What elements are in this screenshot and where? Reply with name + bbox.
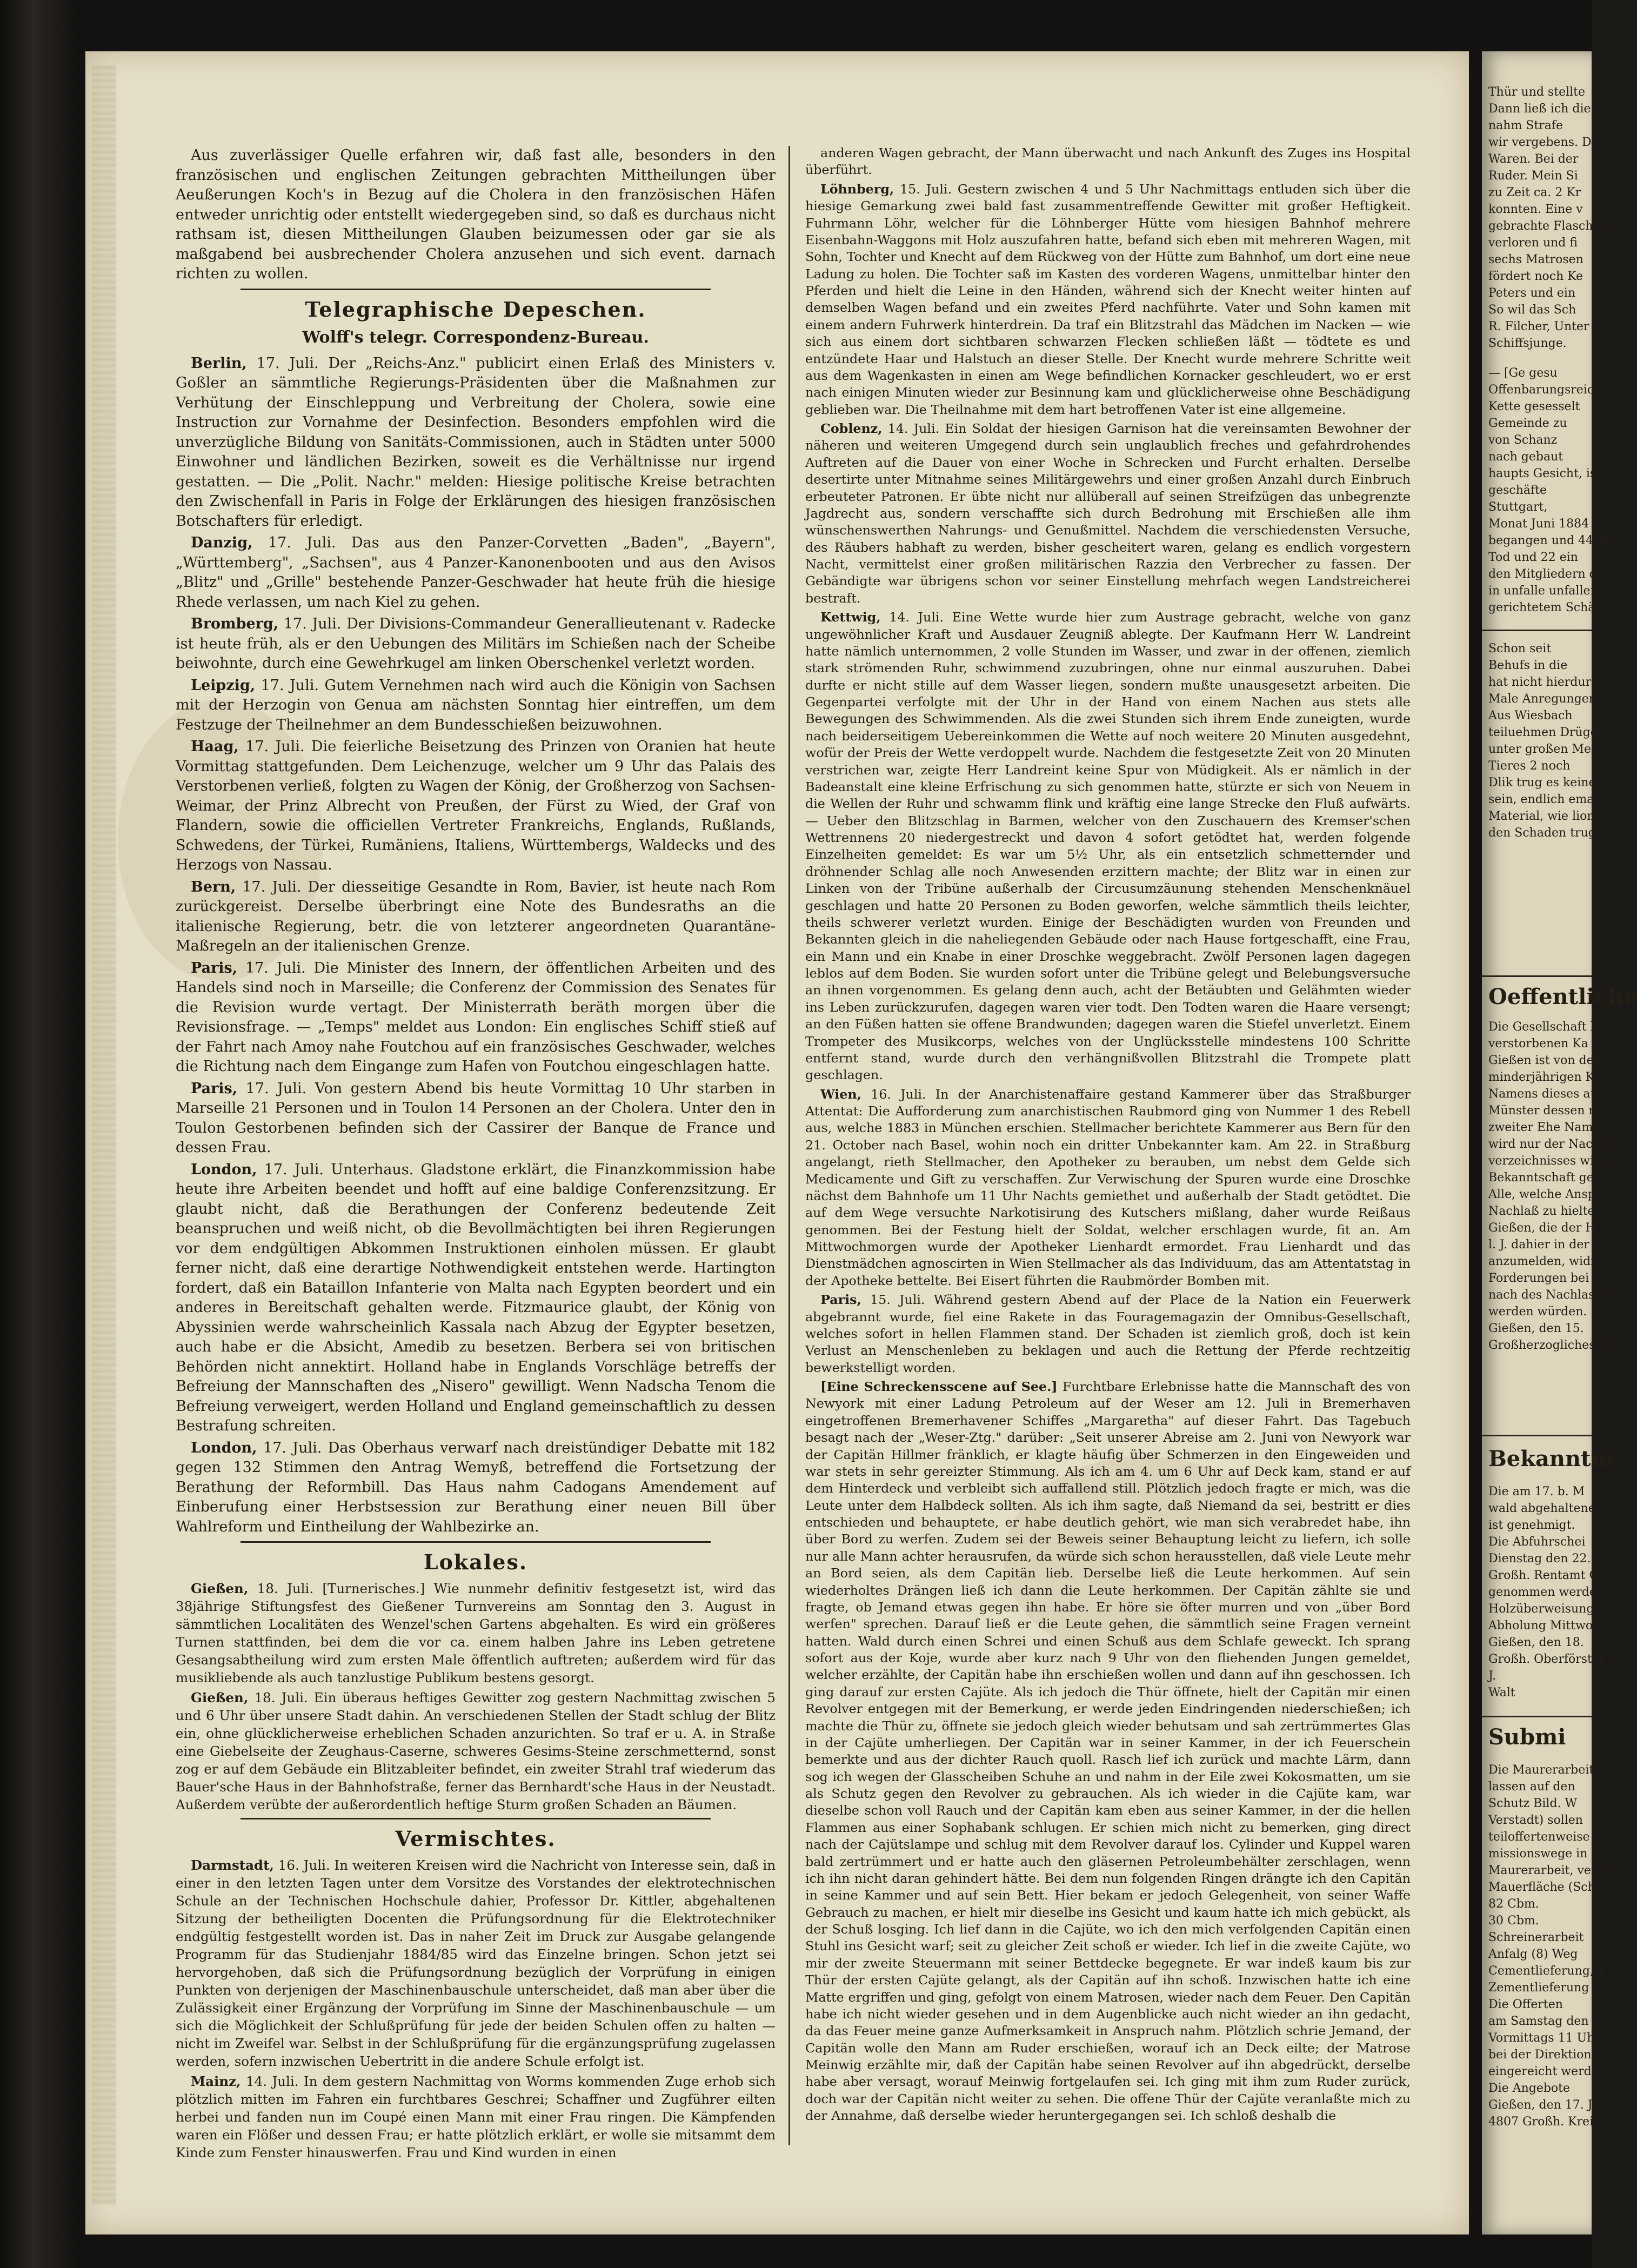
dateline: London, xyxy=(191,1439,257,1456)
adjacent-line: haupts Gesicht, ist xyxy=(1488,467,1601,480)
article-paragraph xyxy=(805,1292,1411,1376)
adjacent-line: Male Anregungen xyxy=(1488,692,1596,706)
adjacent-line: nach des Nachlasses xyxy=(1488,1288,1614,1302)
adjacent-line: Gießen, den 17. Juli xyxy=(1488,2098,1608,2112)
article-paragraph xyxy=(176,354,776,532)
adjacent-line: Cementlieferung, 4 xyxy=(1488,1964,1605,1978)
dateline: Paris, xyxy=(191,959,238,976)
adjacent-line: Peters und ein xyxy=(1488,286,1576,300)
adjacent-line: — [Ge gesu xyxy=(1488,366,1558,380)
adjacent-line: verzeichnisses wird xyxy=(1488,1154,1607,1168)
article-paragraph xyxy=(176,1580,776,1687)
adjacent-line: Gießen ist von den xyxy=(1488,1054,1601,1067)
article-paragraph xyxy=(805,181,1411,418)
adjacent-line: anzumelden, widrig xyxy=(1488,1255,1608,1268)
adjacent-line: Gießen, die der H xyxy=(1488,1221,1596,1235)
adjacent-line: Tieres 2 noch xyxy=(1488,759,1571,773)
article-text: 18. Juli. [Turnerisches.] Wie nunmehr definitiv festgesetzt ist, wird das 38jährige Stiftungsfest des Gießener Turnvereins am Sonntag den 3. August in sämmtlichen Localitäten des Wenzel'schen Gartens abgehalten. Es wird ein größeres Turnen stattfinden, bei dem die vor ca. einem halben Jahre ins Leben getretene Gesangsabtheilung wird zum ersten Male öffentlich auftreten; außerdem wird für das musikliebende als auch tanzlustige Publikum bestens gesorgt. xyxy=(176,1581,776,1685)
adjacent-rule xyxy=(1482,630,1592,631)
dateline: Coblenz, xyxy=(820,421,883,436)
article-paragraph xyxy=(805,1086,1411,1290)
adjacent-line: Gemeinde zu xyxy=(1488,417,1567,430)
adjacent-line: verloren und fi xyxy=(1488,236,1578,250)
adjacent-line: 30 Cbm. xyxy=(1488,1914,1539,1928)
adjacent-line: Holzüberweisung xyxy=(1488,1602,1594,1616)
adjacent-line: Die Angebote xyxy=(1488,2082,1571,2095)
misc-heading: Vermischtes. xyxy=(395,1827,556,1851)
adjacent-line: Schon seit xyxy=(1488,642,1552,655)
adjacent-line: Münster dessen nur xyxy=(1488,1104,1610,1118)
adjacent-line: Forderungen bei xyxy=(1488,1272,1589,1285)
dateline: Wien, xyxy=(820,1086,861,1102)
telegrams-subheading: Wolff's telegr. Correspondenz-Bureau. xyxy=(302,327,649,347)
local-list xyxy=(176,1580,776,1814)
article-text: Furchtbare Erlebnisse hatte die Mannschaft des von Newyork mit einer Ladung Petroleum auf der Weser am 12. Juli in Bremerhaven eingetroffenen Bremerhavener Schiffes „Margaretha" auf dieser Fahrt. Das Tagebuch besagt nach der „Weser-Ztg." darüber: „Seit unserer Abreise am 2. Juni von Newyork war der Capitän Hillmer fränklich, er klagte häufig über Schmerzen in den Eingeweiden und war stets in sehr gereizter Stimmung. Als ich am 4. um 6 Uhr auf Deck kam, stand er auf dem Hinterdeck und verbleibt sich auffallend still. Plötzlich jedoch fragte er mich, was die Leute unter dem Halbdeck sollten. Als ich ihm sagte, daß Niemand da sei, bestritt er dies entschieden und behauptete, er habe deutlich gehört, wie man sich verabredet habe, ihn über Bord zu werfen. Zudem sei der Beweis seiner Behauptung leicht zu liefern, ich solle nur alle Mann achter herausrufen, da würde sich schon herausstellen, daß viele Leute mehr an Bord seien, als dem Capitän lieb. Derselbe ließ die Leute herkommen. Auf sein wiederholtes Drängen ließ ich dann die Leute herkommen. Der Capitän zählte sie und fragte, ob Jemand etwas gegen ihn habe. Er höre sie öfter murren und von „über Bord werfen" sprechen. Darauf ließ er die Leute gehen, die sämmtlich seine Fragen verneint hatten. Wald durch einen Schrei und einen Schuß aus dem Schlafe geweckt. Ich sprang sofort aus der Koje, wurde aber kurz nach 9 Uhr von den fliehenden Jungen gemeldet, welcher erzählte, der Capitän habe ihn erschießen wollen und dann auf ihn geschossen. Ich ging darauf zur ersten Cajüte. Als ich jedoch die Thür öffnete, hielt der Capitän mir einen Revolver entgegen mit der Bemerkung, er werde jeden Eindringenden niederschießen; ich machte die Thür zu, öffnete sie jedoch gleich wieder behutsam und sah zertrümmertes Glas in der Cajüte umherliegen. Der Capitän war in seiner Kammer, in der ich Feuerschein bemerkte und aus der dichter Rauch quoll. Rasch lief ich zurück und machte Lärm, dann sog ich wegen der Glasscheiben Schuhe an und nahm in der Eile zwei Kokosmatten, um sie als Schutz gegen den Revolver zu gebrauchen. Als ich wieder in die Cajüte kam, war dieselbe schon voll Rauch und der Capitän kam eben aus seiner Kammer, in der die hellen Flammen aus einer Sophabank schlugen. Er schien mich nicht zu bemerken, ging direct nach der Cajütslampe und schlug mit dem Revolver darauf los. Cylinder und Kuppel waren bald zertrümmert und er hatte auch den gläsernen Petroleumbehälter zerschlagen, wenn ich ihn nicht daran gehindert hätte. Bei dem nun folgenden Ringen drängte ich den Capitän in seine Kammer und auf sein Bett. Hier bekam er jedoch Gelegenheit, von seiner Waffe Gebrauch zu machen, er hielt mir dieselbe ins Gesicht und kaum hatte ich mich gebückt, als der Schuß losging. Ich lief dann in die Cajüte, wo ich den mich verfolgenden Capitän einen Stuhl ins Gesicht warf; seit zu gleicher Zeit schoß er wieder. Ich lief in die zweite Cajüte, wo mir der zweite Steuermann mit seiner Bettdecke begegnete. Er war indeß kaum bis zur Thür der ersten Cajüte gelangt, als der Capitän auf ihn schoß. Inzwischen hatte ich eine Matte ergriffen und ging, gefolgt von einem Matrosen, wieder nach dem Feuer. Den Capitän habe ich nicht wieder gesehen und in dem Augenblicke auch nicht wieder an ihn gedacht, da das Feuer meine ganze Aufmerksamkeit in Anspruch nahm. Plötzlich schrie Jemand, der Capitän wolle den Mann am Ruder erschießen, worauf ich an Deck eilte; der Matrose Meinwig erzählte mir, daß der Capitän habe seinen Revolver auf ihn abgedrückt, derselbe habe aber versagt, worauf Meinwig fortgelaufen sei. Ich ging mit ihm zum Ruder zurück, doch war der Capitän nicht weiter zu sehen. Die offene Thür der Cajüte veranlaßte mich zu der Annahme, daß derselbe wieder heruntergegangen sei. Ich schloß deshalb die xyxy=(805,1379,1411,2124)
adjacent-line: werden würden. xyxy=(1488,1305,1587,1319)
adjacent-heading-1: Oeffentliche xyxy=(1488,984,1637,1009)
adjacent-line: minderjährigen K xyxy=(1488,1071,1595,1084)
adjacent-line: den Mitgliedern der xyxy=(1488,567,1610,581)
article-text: 17. Juli. Der „Reichs-Anz." publicirt einen Erlaß des Ministers v. Goßler an sämmtliche Regierungs-Präsidenten über die Maßnahmen zur Verhütung der Einschleppung und Verbreitung der Cholera, sowie eine Instruction zur Vornahme der Desinfection. Besonders empfohlen wird die unverzügliche Bildung von Sanitäts-Commissionen, auch in Städten unter 5000 Einwohner und ländlichen Bezirken, soweit es die Verhältnisse nur irgend gestatten. — Die „Polit. Nachr." melden: Hiesige politische Kreise betrachten den Zwischenfall in Paris in Folge der Erklärungen des hiesigen französischen Botschafters für erledigt. xyxy=(176,354,776,530)
article-paragraph xyxy=(805,420,1411,607)
adjacent-line: Offenbarungsreich xyxy=(1488,383,1602,397)
article-text: 17. Juli. Das Oberhaus verwarf nach dreistündiger Debatte mit 182 gegen 132 Stimmen den Antrag Wemyß, betreffend die Fortsetzung der Berathung der Reformbill. Das Haus nahm Cadogans Amendement auf Einberufung einer Herbstsession zur Berathung einer neuen Bill über Wahlreform und Eintheilung der Wahlbezirke an. xyxy=(176,1439,776,1535)
adjacent-line: gerichtetem Schäd xyxy=(1488,601,1603,614)
adjacent-line: Kette gesesselt xyxy=(1488,400,1580,413)
adjacent-line: Maurerarbeit, veran xyxy=(1488,1864,1612,1877)
article-paragraph xyxy=(805,609,1411,1084)
adjacent-line: J. xyxy=(1488,1669,1496,1683)
adjacent-line: Schutz Bild. W xyxy=(1488,1797,1578,1810)
adjacent-line: R. Filcher, Unter xyxy=(1488,320,1589,333)
article-paragraph xyxy=(176,959,776,1077)
right-column-articles xyxy=(805,145,1411,2125)
adjacent-line: Vormittags 11 Uhr xyxy=(1488,2031,1600,2045)
adjacent-line: l. J. dahier in der xyxy=(1488,1238,1589,1252)
article-paragraph xyxy=(176,1856,776,2070)
adjacent-line: am Samstag den xyxy=(1488,2015,1589,2028)
article-text: 14. Juli. In dem gestern Nachmittag von Worms kommenden Zuge erhob sich plötzlich mitten im Fahren ein furchtbares Geschrei; Schaffner und Zugführer eilten herbei und fanden nun im Coupé einen Mann mit einer Frau ringen. Die Kämpfenden waren ein Flößer und dessen Frau; er hatte plötzlich erklärt, er wolle sie mitsammt dem Kinde zum Fenster hinauswerfen. Frau und Kind wurden in einen xyxy=(176,2073,776,2160)
adjacent-line: wald abgehaltene xyxy=(1488,1502,1595,1515)
adjacent-line: Behufs in die xyxy=(1488,659,1568,672)
adjacent-rule xyxy=(1482,1716,1592,1717)
adjacent-line: Monat Juni 1884 xyxy=(1488,517,1589,531)
dateline: Berlin, xyxy=(191,354,247,372)
article-paragraph xyxy=(176,1439,776,1537)
adjacent-line: Stuttgart, xyxy=(1488,500,1548,514)
dateline: Leipzig, xyxy=(191,677,256,694)
article-paragraph xyxy=(805,1379,1411,2125)
adjacent-line: Verstadt) sollen xyxy=(1488,1814,1583,1827)
intro-paragraph: Aus zuverlässiger Quelle erfahren wir, daß fast alle, besonders in den französischen und englischen Zeitungen gebrachten Mittheilungen über Aeußerungen Koch's in Bezug auf die Cholera in den französischen Häfen entweder unrichtig oder entstellt wiedergegeben sind, so daß es durchaus nicht rathsam ist, diesen Mittheilungen Glauben beizumessen oder gar sie als maßgabend bei ausbrechender Cholera anzusehen und sich event. darnach richten zu wollen. xyxy=(176,147,776,282)
article-text: 14. Juli. Ein Soldat der hiesigen Garnison hat die vereinsamten Bewohner der näheren und weiteren Umgegend durch sein unglaublich freches und gefahrdrohendes Auftreten auf die Dauer von einer Woche in Schrecken und Furcht erhalten. Derselbe desertirte unter Mitnahme seines Militärgewehrs und einer großen Anzahl durch Einbruch erbeuteter Patronen. Er übte nicht nur allüberall auf seinen Streifzügen das unbegrenzte Jagdrecht aus, sondern verschaffte sich durch Bedrohung mit Erschießen alle ihm wünschenswerthen Nahrungs- und Genußmittel. Nachdem die verschiedensten Versuche, des Räubers habhaft zu werden, bisher gescheitert waren, gelang es endlich vorgestern Nacht, vermittelst einer großen militärischen Razzia den Verbrecher zu fassen. Der Gebändigte war übrigens schon vor seiner Einstellung mehrfach wegen Landstreicherei bestraft. xyxy=(805,421,1411,606)
adjacent-line: Die Offerten xyxy=(1488,1998,1563,2011)
article-text: 17. Juli. Der Divisions-Commandeur Generallieutenant v. Radecke ist heute früh, als er den Uebungen des Militärs im Schießen nach der Scheibe beiwohnte, durch eine Gewehrkugel am linken Oberschenkel verletzt worden. xyxy=(176,615,776,672)
adjacent-line: den Schaden trugen xyxy=(1488,826,1611,840)
adjacent-line: sein, endlich ema xyxy=(1488,793,1594,806)
adjacent-page-text xyxy=(1488,1019,1619,1354)
telegrams-list xyxy=(176,354,776,1537)
adjacent-line: unter großen Mens xyxy=(1488,742,1605,756)
adjacent-line: Die am 17. b. M xyxy=(1488,1485,1585,1498)
article-text: 15. Juli. Gestern zwischen 4 und 5 Uhr Nachmittags entluden sich über die hiesige Gemarkung zwei bald fast zusammentreffende Gewitter mit großer Heftigkeit. Fuhrmann Löhr, welcher für die Löhnberger Hütte vom hiesigen Bahnhof mehrere Eisenbahn-Waggons mit Holz auszufahren hatte, befand sich eben mit mehreren Wagen, mit Sohn, Tochter und Knecht auf dem Rückweg von der Hütte zum Bahnhof, um dort eine neue Ladung zu holen. Die Tochter saß im Kasten des vorderen Wagens, unmittelbar hinter den Pferden und hielt die Leine in den Händen, während sich der Knecht weiter hinten auf demselben Wagen befand und ein zweites Pferd nachführte. Vater und Sohn kamen mit einem andern Fuhrwerk hinterdrein. Da traf ein Blitzstrahl das Mädchen im Nacken — wie sich aus einem dort sichtbaren schwarzen Flecken schließen läßt — tödtete es und entzündete Haar und Halstuch an dieser Stelle. Der Knecht wurde mehrere Schritte weit aus dem Wagenkasten in einen am Wege befindlichen Kornacker geschleudert, wo er erst nach einigen Minuten wieder zur Besinnung kam und glücklicherweise ohne Beschädigung geblieben war. Die Theilnahme mit dem hart betroffenen Vater ist eine allgemeine. xyxy=(805,181,1411,417)
article-text: 17. Juli. Der diesseitige Gesandte in Rom, Bavier, ist heute nach Rom zurückgereist. Derselbe überbringt eine Note des Bundesraths an die italienische Regierung, betr. die von letzterer angeordneten Quarantäne-Maßregeln an der italienischen Grenze. xyxy=(176,878,776,954)
dateline: Kettwig, xyxy=(820,610,881,625)
adjacent-line: fördert noch Ke xyxy=(1488,270,1583,283)
page-edge xyxy=(92,65,116,2205)
telegrams-heading: Telegraphische Depeschen. xyxy=(305,297,646,322)
adjacent-page-text xyxy=(1488,84,1608,352)
article-paragraph xyxy=(176,1079,776,1158)
adjacent-line: Walt xyxy=(1488,1686,1515,1700)
section-rule xyxy=(240,1818,711,1819)
section-rule xyxy=(240,1541,711,1543)
local-heading: Lokales. xyxy=(423,1550,528,1574)
adjacent-line: Gießen, den 18. xyxy=(1488,1636,1584,1649)
adjacent-line: Dienstag den 22. xyxy=(1488,1552,1591,1565)
adjacent-line: lassen auf den xyxy=(1488,1780,1575,1794)
adjacent-line: eingereicht werden. xyxy=(1488,2065,1610,2078)
adjacent-heading-3: Submi xyxy=(1488,1724,1566,1750)
adjacent-page-text xyxy=(1488,365,1613,616)
adjacent-line: Großh. Rentamt G xyxy=(1488,1569,1599,1582)
adjacent-line: teiluehmen Drügel xyxy=(1488,726,1601,739)
adjacent-line: konnten. Eine v xyxy=(1488,203,1583,216)
left-column xyxy=(176,146,776,2164)
adjacent-line: Bekanntschaft gese xyxy=(1488,1171,1607,1185)
adjacent-line: nach gebaut xyxy=(1488,450,1563,464)
dateline: Paris, xyxy=(191,1080,238,1097)
article-text: 17. Juli. Von gestern Abend bis heute Vormittag 10 Uhr starben in Marseille 21 Personen und in Toulon 14 Personen an der Cholera. Unter den in Toulon Gestorbenen befinden sich der Cassirer der Banque de France und dessen Frau. xyxy=(176,1080,776,1156)
adjacent-rule xyxy=(1482,1435,1592,1436)
misc-list xyxy=(176,1856,776,2162)
dateline: Bern, xyxy=(191,878,236,895)
adjacent-line: wird nur der Nachtw xyxy=(1488,1138,1615,1151)
adjacent-rule xyxy=(1482,975,1592,977)
article-text: 17. Juli. Die feierliche Beisetzung des Prinzen von Oranien hat heute Vormittag stattgefunden. Dem Leichenzuge, welcher um 9 Uhr das Palais des Verstorbenen verließ, folgten zu Wagen der König, der Großherzog von Sachsen-Weimar, der Prinz Albrecht von Preußen, der Fürst zu Wied, der Graf von Flandern, sowie die officiellen Vertreter Frankreichs, Englands, Rußlands, Schwedens, der Türkei, Rumäniens, Italiens, Württembergs, Waldecks und des Herzogs von Nassau. xyxy=(176,738,776,873)
adjacent-line: geschäfte xyxy=(1488,484,1547,497)
adjacent-line: wir vergebens. D xyxy=(1488,136,1592,149)
dateline: Bromberg, xyxy=(191,615,279,632)
adjacent-page-text xyxy=(1488,1762,1612,2130)
adjacent-line: verstorbenen Ka xyxy=(1488,1037,1588,1051)
dateline: Löhnberg, xyxy=(820,181,894,197)
article-text: 14. Juli. Eine Wette wurde hier zum Austrage gebracht, welche von ganz ungewöhnlicher Kraft und Ausdauer Zeugniß ablegte. Der Kaufmann Herr W. Landreint hatte nämlich unternommen, 2 volle Stunden im Wasser, und zwar in der offenen, ziemlich stark strömenden Ruhr, schwimmend zuzubringen, ohne nur einmal auszuruhen. Dabei durfte er nicht stille auf dem Wasser liegen, sondern mußte unausgesetzt arbeiten. Die Gegenpartei verfolgte mit der Uhr in der Hand von einem Nachen aus stets alle Bewegungen des Schwimmenden. Als die zwei Stunden sich ihrem Ende zuneigten, wurde nach beiderseitigem Uebereinkommen die Wette auf noch weitere 20 Minuten ausgedehnt, wofür der Preis der Wette verdoppelt wurde. Nachdem die festgesetzte Zeit von 20 Minuten verstrichen war, zeigte Herr Landreint keine Spur von Müdigkeit. Als er nämlich in der Badeanstalt eine kleine Erfrischung zu sich genommen hatte, stürzte er sich von Neuem in die Wellen der Ruhr und schwamm flink und kräftig eine lange Strecke den Fluß aufwärts. — Ueber den Blitzschlag in Barmen, welcher von den Zuschauern des Kremser'schen Wettrennens 20 niedergestreckt und davon 4 sofort getödtet hat, werden folgende Einzelheiten gemeldet: Es war um 5½ Uhr, als ein entsetzlich schmetternder und dröhnender Schlag alle noch Anwesenden erzittern machte; der Blitz war in einen zur Linken von der Tribüne außerhalb der Circusumzäunung stehenden Menschenknäuel geschlagen und hatte 20 Personen zu Boden geworfen, welche sämmtlich theils leichter, theils schwerer verletzt wurden. Einige der Beschädigten wurden von Freunden und Bekannten gleich in die naheliegenden Gebäude oder nach Hause fortgeschafft, eine Frau, ein Mann und ein Knabe in einer Droschke weggebracht. Zwölf Personen lagen dagegen leblos auf dem Boden. Sie wurden sofort unter die Tribüne gelegt und Belebungsversuche an ihnen vorgenommen. Es gelang denn auch, acht der Betäubten und Gelähmten wieder ins Leben zurückzurufen, dagegen waren vier todt. Den Todten waren die Haare versengt; an den Füßen hatten sie offene Brandwunden; dagegen waren die Stiefel unverletzt. Einem Trompeter des Musikcorps, welches von der Unglücksstelle mindestens 100 Schritte entfernt stand, wurde durch den verhängnißvollen Blitzstrahl die Trompete platt geschlagen. xyxy=(805,610,1411,1083)
adjacent-line: Die Abfuhrschei xyxy=(1488,1535,1586,1549)
adjacent-line: hat nicht hierdurch xyxy=(1488,675,1606,689)
dateline: Gießen, xyxy=(191,1581,249,1596)
article-text: 15. Juli. Während gestern Abend auf der Place de la Nation ein Feuerwerk abgebrannt wurde, fiel eine Rakete in das Fouragemagazin der Omnibus-Gesellschaft, welches sofort in hellen Flammen stand. Der Schaden ist ziemlich groß, doch ist kein Verlust an Menschenleben zu beklagen und auch die Rettung der Pferde rechtzeitig bewerkstelligt worden. xyxy=(805,1292,1411,1375)
adjacent-line: Ruder. Mein Si xyxy=(1488,169,1578,183)
adjacent-line: Nachlaß zu hielten xyxy=(1488,1205,1602,1218)
adjacent-line: 82 Cbm. xyxy=(1488,1897,1539,1911)
adjacent-line: Tod und 22 ein xyxy=(1488,551,1578,564)
article-paragraph xyxy=(805,145,1411,179)
article-paragraph xyxy=(176,2072,776,2162)
article-paragraph xyxy=(176,614,776,674)
article-text: 17. Juli. Die Minister des Innern, der öffentlichen Arbeiten und des Handels sind noch in Marseille; die Conferenz der Commission des Senates für die Revision wurde vertagt. Der Ministerrath beräth morgen über die Revisionsfrage. — „Temps" meldet aus London: Ein englisches Schiff stieß auf der Fahrt nach Amoy nahe Foutchou auf ein französisches Geschwader, welches die Richtung nach dem Eingange zum Hafen von Foutchou eingeschlagen hatte. xyxy=(176,959,776,1075)
adjacent-line: Großherzogliches Am xyxy=(1488,1339,1619,1352)
adjacent-line: genommen werden. xyxy=(1488,1585,1608,1599)
adjacent-line: teiloffertenweise xyxy=(1488,1830,1590,1844)
adjacent-line: Aus Wiesbach xyxy=(1488,709,1573,722)
adjacent-line: So wil das Sch xyxy=(1488,303,1576,317)
dateline: Gießen, xyxy=(191,1690,249,1705)
adjacent-line: Namens dieses aus xyxy=(1488,1087,1605,1101)
section-rule xyxy=(240,289,711,290)
article-text: 18. Juli. Ein überaus heftiges Gewitter zog gestern Nachmittag zwischen 5 und 6 Uhr über unsere Stadt dahin. An verschiedenen Stellen der Stadt schlug der Blitz ein, ohne glücklicherweise erheblichen Schaden anzurichten. So traf er u. A. in Straße eine Giebelseite der Zeughaus-Caserne, schweres Gesims-Steine zerschmetternd, sonst zog er auf dem Gebäude ein Blitzableiter befindet, ein zweiter Strahl traf wiederum das Bauer'sche Haus in der Bahnhofstraße, ferner das Bernhardt'sche Haus in der Neustadt. Außerdem verübte der außerordentlich heftige Sturm großen Schaden an Bäumen. xyxy=(176,1690,776,1812)
dateline: Haag, xyxy=(191,738,239,755)
adjacent-line: sechs Matrosen xyxy=(1488,253,1583,266)
dateline: Paris, xyxy=(820,1292,861,1308)
adjacent-line: von Schanz xyxy=(1488,433,1558,447)
adjacent-line: Material, wie lionau xyxy=(1488,809,1609,823)
adjacent-line: begangen und 44 im xyxy=(1488,534,1613,547)
article-paragraph xyxy=(176,533,776,612)
article-paragraph xyxy=(176,737,776,875)
adjacent-page-text xyxy=(1488,640,1611,841)
article-paragraph xyxy=(176,1689,776,1814)
adjacent-line: missionswege in xyxy=(1488,1847,1588,1861)
article-paragraph xyxy=(176,676,776,735)
adjacent-line: Mauerfläche (Schi xyxy=(1488,1881,1599,1894)
adjacent-line: Gießen, den 15. xyxy=(1488,1322,1584,1335)
dateline: Darmstadt, xyxy=(191,1857,274,1873)
adjacent-line: Anfalg (8) Weg xyxy=(1488,1948,1578,1961)
dateline: Mainz, xyxy=(191,2073,241,2089)
adjacent-heading-2: Bekanntm xyxy=(1488,1446,1614,1471)
adjacent-line: 4807 Großh. Kreisb xyxy=(1488,2115,1607,2129)
adjacent-line: zu Zeit ca. 2 Kr xyxy=(1488,186,1581,199)
article-text: 17. Juli. Das aus den Panzer-Corvetten „Baden", „Bayern", „Württemberg", „Sachsen", aus 4 Panzer-Kanonenbooten und aus den Avisos „Blitz" und „Grille" bestehende Panzer-Geschwader hat heute früh die hiesige Rhede verlassen, um nach Kiel zu gehen. xyxy=(176,534,776,611)
adjacent-line: zweiter Ehe Namen xyxy=(1488,1121,1608,1134)
adjacent-page xyxy=(1482,51,1637,2234)
adjacent-line: Abholung Mittwoc xyxy=(1488,1619,1600,1633)
adjacent-line: bei der Direktion xyxy=(1488,2048,1592,2062)
adjacent-line: Die Gesellschaft b xyxy=(1488,1020,1598,1034)
adjacent-line: Alle, welche Anspr xyxy=(1488,1188,1601,1201)
column-divider xyxy=(789,146,790,2145)
article-paragraph xyxy=(176,1160,776,1436)
adjacent-line: Thür und stellte xyxy=(1488,85,1586,99)
adjacent-line: Dlik trug es keine xyxy=(1488,776,1596,790)
article-paragraph xyxy=(176,878,776,956)
adjacent-page-text xyxy=(1488,1483,1608,1701)
dateline: Danzig, xyxy=(191,534,253,551)
adjacent-line: Zementlieferung xyxy=(1488,1981,1589,1995)
adjacent-line: Die Maurerarbeit xyxy=(1488,1763,1594,1777)
adjacent-line: Schreinerarbeit xyxy=(1488,1931,1584,1944)
article-text: anderen Wagen gebracht, der Mann überwacht und nach Ankunft des Zuges ins Hospital überführt. xyxy=(805,145,1411,178)
adjacent-line: ist genehmigt. xyxy=(1488,1518,1575,1532)
adjacent-line: in unfalle unfallen xyxy=(1488,584,1598,598)
adjacent-line: Schiffsjunge. xyxy=(1488,337,1567,350)
article-text: 17. Juli. Gutem Vernehmen nach wird auch die Königin von Sachsen mit der Herzogin von Genua am nächsten Sonntag hier eintreffen, um dem Festzuge der Theilnehmer an dem Bundesschießen beizuwohnen. xyxy=(176,677,776,733)
adjacent-line: Dann ließ ich die xyxy=(1488,102,1591,116)
dateline: London, xyxy=(191,1161,257,1178)
article-text: 17. Juli. Unterhaus. Gladstone erklärt, die Finanzkommission habe heute ihre Arbeiten beendet und hofft auf eine baldige Conferenzsitzung. Er glaubt nicht, daß die Berathungen der Conferenz bedeutende Zeit beanspruchen und weiß nicht, ob die Bevollmächtigten bei ihren Regierungen vor dem endgültigen Abkommen Instruktionen einholen müssen. Er glaubt ferner nicht, daß eine derartige Nothwendigkeit entstehen werde. Hartington fordert, daß ein Bataillon Infanterie von Malta nach Egypten beordert und ein anderes in Bereitschaft gehalten werde. Fitzmaurice glaubt, der König von Abyssinien werde wahrscheinlich Kassala nach Abzug der Egypter besetzen, auch habe er die Absicht, Amedib zu besetzen. Berbera sei von britischen Behörden nicht annektirt. Holland habe in Englands Vorschläge betreffs der Befreiung der Mannschaften des „Nisero" gewilligt. Wenn Nadscha Tenom die Befreiung verweigert, werden Holland und England gemeinschaftlich zu dessen Bestrafung schreiten. xyxy=(176,1161,776,1434)
dateline: [Eine Schreckensscene auf See.] xyxy=(820,1379,1058,1394)
adjacent-line: gebrachte Flaschen xyxy=(1488,219,1608,233)
article-text: 16. Juli. In weiteren Kreisen wird die Nachricht von Interesse sein, daß in einer in den letzten Tagen unter dem Vorsitze des Vorstandes der elektrotechnischen Schule an der Technischen Hochschule dahier, Professor Dr. Kittler, abgehaltenen Sitzung der betheiligten Docenten die Prüfungsordnung für die Elektrotechniker endgültig festgestellt worden ist. Das in naher Zeit im Druck zur Ausgabe gelangende Programm für das Studienjahr 1884/85 wird das Einzelne bringen. Schon jetzt sei hervorgehoben, daß sich die Prüfungsordnung bezüglich der Vorprüfung in einigen Punkten von derjenigen der Maschinenbauschule unterscheidet, daß man aber über die Zulässigkeit einer Ergänzung der Vorprüfung im Sinne der Maschinenbauschule — um sich die Möglichkeit der Schlußprüfung für jede der beiden Schulen offen zu halten — nicht im Zweifel war. Selbst in der Schlußprüfung für die ergänzungsprüfung zugelassen werden, sofern inzwischen Uebertritt in die andere Schule erfolgt ist. xyxy=(176,1857,776,2069)
article-text: 16. Juli. In der Anarchistenaffaire gestand Kammerer über das Straßburger Attentat: Die Aufforderung zum anarchistischen Raubmord ging von Nummer 1 des Rebell aus, welche 1883 in München erschien. Stellmacher berichtete Kammerer aus Bern für den 21. October nach Basel, wohin noch ein dritter Unbekannter kam. Am 22. in Straßburg angelangt, rieth Stellmacher, den Apotheker zu berauben, um nebst dem Gelde sich Medicamente und Gift zu verschaffen. Zur Verwischung der Spuren wurde eine Droschke nächst dem Bahnhofe um 11 Uhr Nachts gemiethet und außerhalb der Stadt getödtet. Die auf dem Wege versuchte Narkotisirung des Kutschers mißlang, daher wurde Reißaus genommen. Bei der Festung hielt der Soldat, welcher erschlagen wurde, fit an. Am Mittwochmorgen wurde der Apotheker Lienhardt ermordet. Frau Lienhardt und das Dienstmädchen agnoscirten in Wien Stellmacher als das Individuum, das am Attentatstag in der Apotheke bettelte. Bei Eisert führten die Raubmörder Bomben mit. xyxy=(805,1086,1411,1288)
right-column xyxy=(805,145,1411,2127)
adjacent-line: nahm Strafe xyxy=(1488,119,1563,132)
adjacent-line: Großh. Oberförster xyxy=(1488,1653,1605,1666)
adjacent-line: Waren. Bei der xyxy=(1488,152,1579,166)
